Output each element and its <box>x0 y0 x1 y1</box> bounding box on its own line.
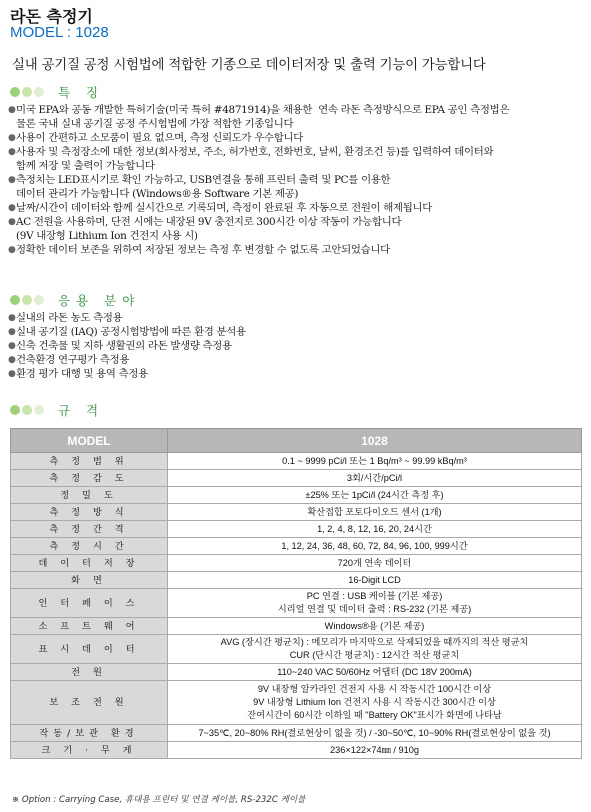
spec-key-cell: 정 밀 도 <box>11 487 168 504</box>
spec-key-cell: 작동/보관 환경 <box>11 725 168 742</box>
list-item <box>8 353 582 367</box>
applications-heading-label: 응용 분야 <box>58 293 141 308</box>
list-item-text: 측정치는 LED표시기로 확인 가능하고, USB연결을 통해 프린터 출력 및 PC를 이용한 데이터 관리가 가능합니다 (Windows®용 Software 기본 제공) <box>16 174 391 200</box>
table-row <box>11 521 582 538</box>
table-row <box>11 681 582 725</box>
table-row <box>11 453 582 470</box>
features-list <box>8 103 582 257</box>
list-item-text: 실내 공기질 (IAQ) 공정시험방법에 따른 환경 분석용 <box>16 326 246 338</box>
list-item <box>8 103 582 131</box>
spec-value-cell: ±25% 또는 1pCi/l (24시간 측정 후) <box>168 487 582 504</box>
list-item-text: 미국 EPA와 공동 개발한 특허기술(미국 특허 #4871914)을 채용한 연속 라돈 측정방식으로 EPA 공인 측정법은 물론 국내 실내 공기질 공정 주시험법에 가장 적합한 기종입니다 <box>16 104 510 130</box>
list-item <box>8 201 582 215</box>
list-item <box>8 311 582 325</box>
list-item <box>8 145 582 173</box>
list-item-text: 정확한 데이터 보존을 위하여 저장된 정보는 측정 후 변경할 수 없도록 고안되었습니다 <box>16 244 390 256</box>
list-item <box>8 325 582 339</box>
spec-value-cell: Windows®용 (기본 제공) <box>168 618 582 635</box>
spec-col-model: MODEL <box>11 429 168 453</box>
spec-key-cell: 보 조 전 원 <box>11 681 168 725</box>
table-row <box>11 635 582 664</box>
table-row <box>11 589 582 618</box>
list-item-text: 사용자 및 측정장소에 대한 정보(회사정보, 주소, 허가번호, 전화번호, 날씨, 환경조건 등)를 입력하여 데이터와 함께 저장 및 출력이 가능합니다 <box>16 146 494 172</box>
spec-value-cell: 16-Digit LCD <box>168 572 582 589</box>
table-row <box>11 742 582 759</box>
spec-key-cell: 측 정 범 위 <box>11 453 168 470</box>
list-item-text: 건축환경 연구평가 측정용 <box>16 354 130 366</box>
bullet-icon: ● <box>8 147 16 157</box>
list-item <box>8 243 582 257</box>
spec-key-cell: 전 원 <box>11 664 168 681</box>
section-dots-icon <box>10 405 44 415</box>
applications-heading <box>10 291 140 309</box>
section-dots-icon <box>10 295 44 305</box>
spec-value-cell: 확산접합 포토다이오드 센서 (1개) <box>168 504 582 521</box>
spec-value-cell: 236×122×74㎜ / 910g <box>168 742 582 759</box>
spec-value-cell: 9V 내장형 알카라인 건전지 사용 시 작동시간 100시간 이상 9V 내장형 Lithium Ion 건전지 사용 시 작동시간 300시간 이상 잔여시간이 60시간 이하일 때 "Battery OK"표시가 화면에 나타남 <box>168 681 582 725</box>
spec-value-cell: AVG (장시간 평균치) : 메모리가 마지막으로 삭제되었을 때까지의 적산 평균치 CUR (단시간 평균치) : 12시간 적산 평균치 <box>168 635 582 664</box>
bullet-icon: ● <box>8 355 16 365</box>
applications-list <box>8 311 582 381</box>
list-item <box>8 173 582 201</box>
table-row <box>11 504 582 521</box>
table-row <box>11 538 582 555</box>
spec-key-cell: 화 면 <box>11 572 168 589</box>
spec-value-cell: 1, 2, 4, 8, 12, 16, 20, 24시간 <box>168 521 582 538</box>
spec-key-cell: 크 기 · 무 게 <box>11 742 168 759</box>
bullet-icon: ● <box>8 327 16 337</box>
bullet-icon: ● <box>8 341 16 351</box>
list-item <box>8 339 582 353</box>
table-row <box>11 664 582 681</box>
bullet-icon: ● <box>8 369 16 379</box>
list-item-text: 신축 건축물 및 지하 생활권의 라돈 발생량 측정용 <box>16 340 232 352</box>
spec-key-cell: 측 정 간 격 <box>11 521 168 538</box>
bullet-icon: ● <box>8 313 16 323</box>
spec-table <box>10 428 582 759</box>
bullet-icon: ● <box>8 133 16 143</box>
spec-value-cell: 1, 12, 24, 36, 48, 60, 72, 84, 96, 100, 999시간 <box>168 538 582 555</box>
bullet-icon: ● <box>8 217 16 227</box>
table-row <box>11 487 582 504</box>
features-heading-label: 특 징 <box>58 85 105 100</box>
table-row <box>11 572 582 589</box>
spec-col-value: 1028 <box>168 429 582 453</box>
list-item-text: 실내의 라돈 농도 측정용 <box>16 312 123 324</box>
bullet-icon: ● <box>8 203 16 213</box>
list-item-text: 사용이 간편하고 소모품이 필요 없으며, 측정 신뢰도가 우수합니다 <box>16 132 303 144</box>
spec-key-cell: 데 이 터 저 장 <box>11 555 168 572</box>
subtitle: 실내 공기질 공정 시험법에 적합한 기종으로 데이터저장 및 출력 기능이 가능합니다 <box>12 58 486 73</box>
bullet-icon: ● <box>8 105 16 115</box>
list-item-text: 환경 평가 대행 및 용역 측정용 <box>16 368 148 380</box>
table-row <box>11 725 582 742</box>
page-title: 라돈 측정기 <box>10 7 93 26</box>
spec-header-row <box>11 429 582 453</box>
section-dots-icon <box>10 87 44 97</box>
spec-key-cell: 소 프 트 웨 어 <box>11 618 168 635</box>
spec-value-cell: 0.1 ~ 9999 pCi/l 또는 1 Bq/m³ ~ 99.99 kBq/m³ <box>168 453 582 470</box>
bullet-icon: ● <box>8 175 16 185</box>
list-item <box>8 131 582 145</box>
features-heading <box>10 83 104 101</box>
spec-value-cell: 7~35℃, 20~80% RH(결로현상이 없을 것) / -30~50℃, 10~90% RH(결로현상이 없을 것) <box>168 725 582 742</box>
list-item-text: AC 전원을 사용하며, 단전 시에는 내장된 9V 충전지로 300시간 이상 작동이 가능합니다 (9V 내장형 Lithium Ion 건전지 사용 시) <box>16 216 402 242</box>
spec-key-cell: 표 시 데 이 터 <box>11 635 168 664</box>
table-row <box>11 470 582 487</box>
spec-value-cell: PC 연결 : USB 케이블 (기본 제공) 시리얼 연결 및 데이터 출력 : RS-232 (기본 제공) <box>168 589 582 618</box>
option-note: ※ Option : Carrying Case, 휴대용 프린터 및 연결 케이블, RS-232C 케이블 <box>12 795 306 805</box>
model-label: MODEL : 1028 <box>10 24 109 41</box>
spec-value-cell: 3회/시간/pCi/l <box>168 470 582 487</box>
list-item <box>8 367 582 381</box>
spec-heading-label: 규 격 <box>58 403 105 418</box>
spec-key-cell: 인 터 페 이 스 <box>11 589 168 618</box>
spec-key-cell: 측 정 시 간 <box>11 538 168 555</box>
spec-value-cell: 110~240 VAC 50/60Hz 어댑터 (DC 18V 200mA) <box>168 664 582 681</box>
spec-heading <box>10 401 104 419</box>
table-row <box>11 555 582 572</box>
spec-key-cell: 측 정 방 식 <box>11 504 168 521</box>
list-item <box>8 215 582 243</box>
spec-value-cell: 720개 연속 데이터 <box>168 555 582 572</box>
bullet-icon: ● <box>8 245 16 255</box>
spec-key-cell: 측 정 감 도 <box>11 470 168 487</box>
list-item-text: 날짜/시간이 데이터와 함께 실시간으로 기록되며, 측정이 완료된 후 자동으로 전원이 해제됩니다 <box>16 202 432 214</box>
table-row <box>11 618 582 635</box>
